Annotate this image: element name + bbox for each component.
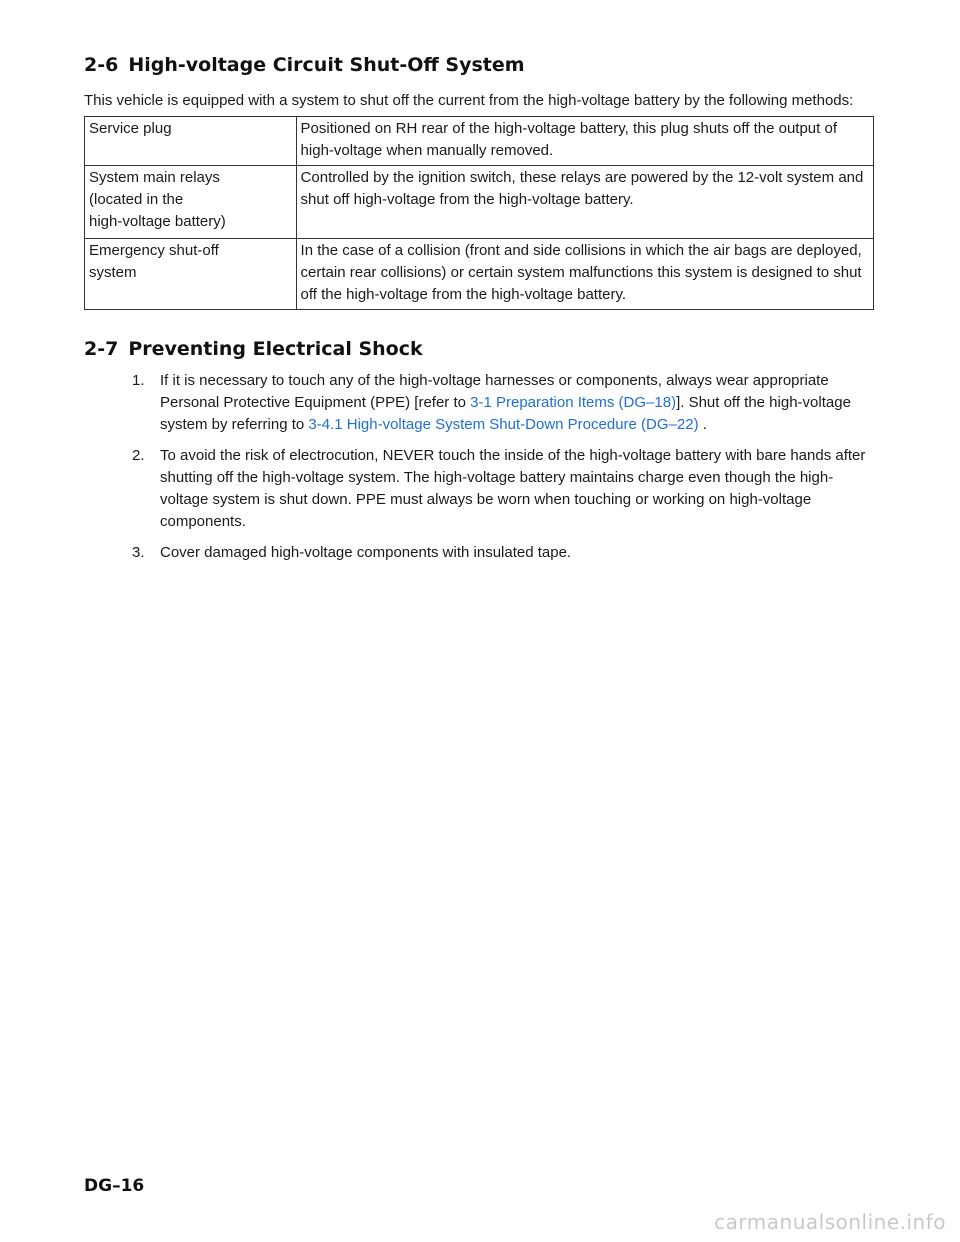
list-item [84,370,874,436]
method-description-cell: Controlled by the ignition switch, these relays are powered by the 12-volt system and shut off high-voltage from the high-voltage battery. [296,166,873,239]
section-number: 2-6 [84,54,119,76]
list-item-number: 3. [132,544,145,561]
method-name-line: high-voltage battery) [89,213,226,230]
list-item [84,542,874,564]
section-title: Preventing Electrical Shock [128,338,423,360]
method-name-line: System main relays [89,169,220,186]
list-item-number: 1. [132,372,145,389]
method-name-cell [85,166,297,239]
shock-prevention-list [84,370,874,564]
method-name-line: (located in the [89,191,184,208]
list-item-text: If it is necessary to touch any of the high-voltage harnesses or components, always wear appropriate Personal Protective Equipment (PPE) [refer to [160,372,829,411]
method-description-cell: In the case of a collision (front and side collisions in which the air bags are deployed, certain rear collisions) or certain system malfunctions this system is designed to shut off the high-voltage from the high-voltage battery. [296,239,873,310]
section-heading-2-6 [84,52,874,78]
section-heading-2-7 [84,336,874,362]
method-name-line: Service plug [89,120,172,137]
list-item-text: To avoid the risk of electrocution, NEVER touch the inside of the high-voltage battery with bare hands after shutting off the high-voltage system. The high-voltage battery maintains charge even though the high-voltage system is shut down. PPE must always be worn when touching or working on high-voltage components. [160,447,866,530]
section-intro: This vehicle is equipped with a system to shut off the current from the high-voltage battery by the following methods: [84,92,854,109]
method-name-line: Emergency shut-off [89,242,219,259]
method-name-line: system [89,264,137,281]
method-description-cell: Positioned on RH rear of the high-voltage battery, this plug shuts off the output of high-voltage when manually removed. [296,117,873,166]
shutoff-methods-table [84,116,874,310]
xref-link-shutdown-procedure[interactable]: 3-4.1 High-voltage System Shut-Down Procedure (DG–22) [308,416,699,433]
section-number: 2-7 [84,338,119,360]
list-item-text: ]. Shut off the high-voltage system by referring to [160,394,851,433]
table-row [85,117,874,166]
section-title: High-voltage Circuit Shut-Off System [128,54,525,76]
list-item-number: 2. [132,447,145,464]
xref-link-preparation-items[interactable]: 3-1 Preparation Items (DG–18) [470,394,677,411]
watermark: carmanualsonline.info [714,1210,946,1234]
method-name-cell [85,239,297,310]
list-item [84,445,874,533]
list-item-text: . [698,416,707,433]
page-number: DG–16 [84,1176,145,1196]
method-name-cell [85,117,297,166]
table-row [85,239,874,310]
list-item-text: Cover damaged high-voltage components with insulated tape. [160,544,572,561]
table-row [85,166,874,239]
section-2-7 [84,336,874,564]
manual-page [84,52,874,573]
